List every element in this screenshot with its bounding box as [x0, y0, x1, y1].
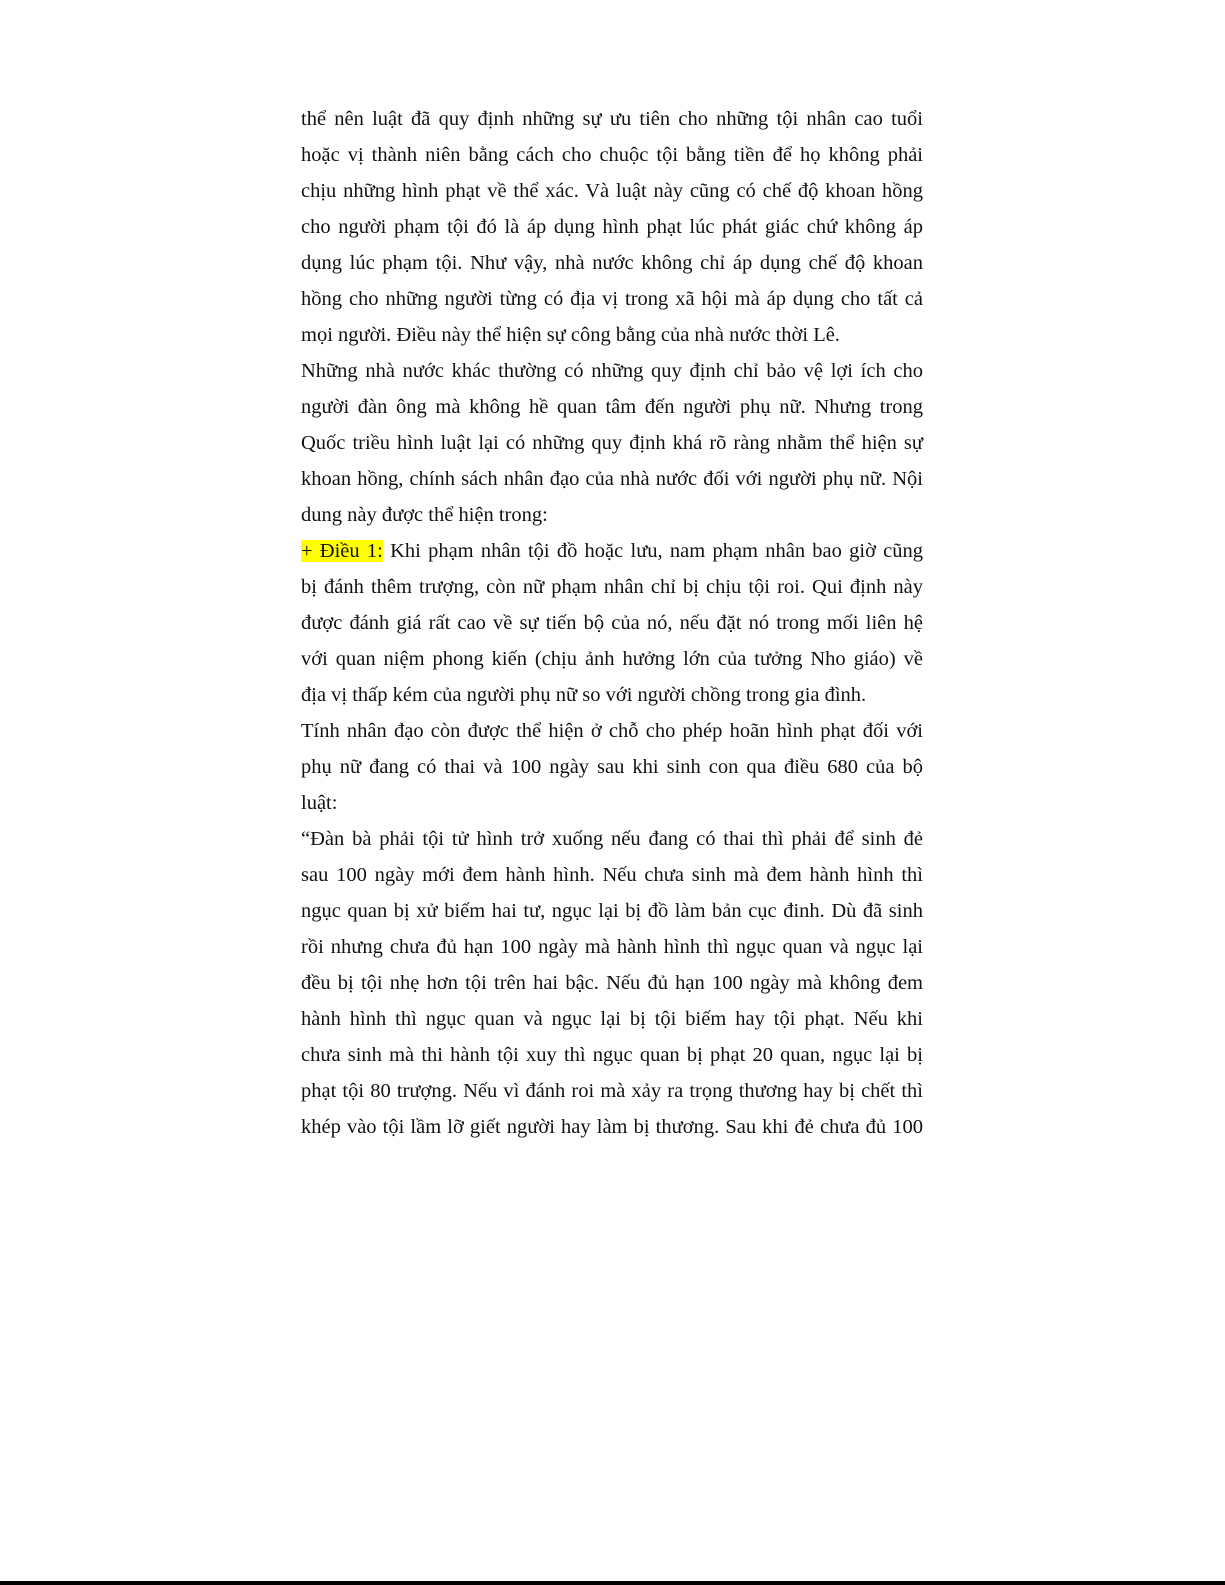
text-line: đều bị tội nhẹ hơn tội trên hai bậc. Nếu đủ hạn 100 ngày mà không đem — [301, 972, 923, 994]
page-bottom-border — [0, 1581, 1225, 1585]
text-line: chịu những hình phạt về thể xác. Và luật này cũng có chế độ khoan hồng — [301, 180, 923, 202]
text-line: ngục quan bị xử biếm hai tư, ngục lại bị đồ làm bản cục đinh. Dù đã sinh — [301, 900, 923, 922]
text-line: bị đánh thêm trượng, còn nữ phạm nhân chỉ bị chịu tội roi. Qui định này — [301, 576, 923, 598]
text-line: Quốc triều hình luật lại có những quy định khá rõ ràng nhằm thể hiện sự — [301, 432, 923, 454]
article-1-text: Khi phạm nhân tội đồ hoặc lưu, nam phạm nhân bao giờ cũng — [390, 540, 924, 562]
text-line: hồng cho những người từng có địa vị trong xã hội mà áp dụng cho tất cả — [301, 288, 923, 310]
text-line: luật: — [301, 792, 338, 814]
text-line: hành hình thì ngục quan và ngục lại bị tội biếm hay tội phạt. Nếu khi — [301, 1008, 923, 1030]
text-line: chưa sinh mà thi hành tội xuy thì ngục quan bị phạt 20 quan, ngục lại bị — [301, 1044, 923, 1066]
text-line: “Đàn bà phải tội tử hình trở xuống nếu đang có thai thì phải để sinh đẻ — [301, 828, 923, 850]
text-line: người đàn ông mà không hề quan tâm đến người phụ nữ. Nhưng trong — [301, 396, 923, 418]
text-line: rồi nhưng chưa đủ hạn 100 ngày mà hành hình thì ngục quan và ngục lại — [301, 936, 923, 958]
text-line: cho người phạm tội đó là áp dụng hình phạt lúc phát giác chứ không áp — [301, 216, 923, 238]
text-line-article-1 — [301, 533, 923, 569]
body-text — [301, 101, 923, 1145]
text-line: dung này được thể hiện trong: — [301, 504, 548, 526]
text-line: dụng lúc phạm tội. Như vậy, nhà nước không chỉ áp dụng chế độ khoan — [301, 252, 923, 274]
highlighted-article-label: + Điều 1: — [301, 540, 383, 562]
text-line: được đánh giá rất cao về sự tiến bộ của nó, nếu đặt nó trong mối liên hệ — [301, 612, 923, 634]
text-line: phụ nữ đang có thai và 100 ngày sau khi sinh con qua điều 680 của bộ — [301, 756, 923, 778]
text-line: khoan hồng, chính sách nhân đạo của nhà nước đối với người phụ nữ. Nội — [301, 468, 923, 490]
text-line: với quan niệm phong kiến (chịu ảnh hưởng lớn của tưởng Nho giáo) về — [301, 648, 923, 670]
text-line: Những nhà nước khác thường có những quy định chỉ bảo vệ lợi ích cho — [301, 360, 923, 382]
text-line: khép vào tội lầm lỡ giết người hay làm bị thương. Sau khi đẻ chưa đủ 100 — [301, 1116, 923, 1138]
text-line: mọi người. Điều này thể hiện sự công bằng của nhà nước thời Lê. — [301, 324, 840, 346]
text-line: thể nên luật đã quy định những sự ưu tiên cho những tội nhân cao tuổi — [301, 108, 923, 130]
text-line: địa vị thấp kém của người phụ nữ so với người chồng trong gia đình. — [301, 684, 867, 706]
text-line: Tính nhân đạo còn được thể hiện ở chỗ cho phép hoãn hình phạt đối với — [301, 720, 923, 742]
text-line: phạt tội 80 trượng. Nếu vì đánh roi mà xảy ra trọng thương hay bị chết thì — [301, 1080, 923, 1102]
text-line: sau 100 ngày mới đem hành hình. Nếu chưa sinh mà đem hành hình thì — [301, 864, 923, 886]
text-line: hoặc vị thành niên bằng cách cho chuộc tội bằng tiền để họ không phải — [301, 144, 923, 166]
